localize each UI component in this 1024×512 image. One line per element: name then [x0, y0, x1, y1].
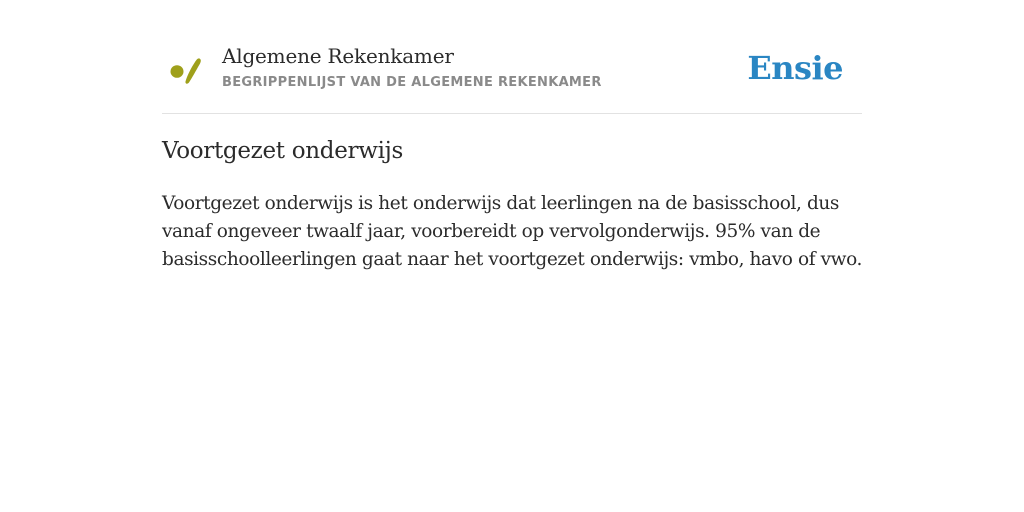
organization-name[interactable]: Algemene Rekenkamer — [222, 44, 454, 68]
organization-subtitle: BEGRIPPENLIJST VAN DE ALGEMENE REKENKAMER — [222, 75, 602, 90]
entry-definition: Voortgezet onderwijs is het onderwijs dat leerlingen na de basisschool, dus vanaf ongeveer twaalf jaar, voorbereidt op vervolgonderwijs. 95% van de basisschoolleerlingen gaat naar het voortgezet onderwijs: vmbo, havo of vwo. — [162, 193, 863, 270]
page-container — [162, 0, 863, 270]
ensie-brand-link[interactable]: Ensie — [747, 49, 843, 87]
site-header — [162, 0, 862, 114]
algemene-rekenkamer-logo-icon[interactable] — [170, 57, 204, 85]
entry-title: Voortgezet onderwijs — [162, 138, 404, 164]
